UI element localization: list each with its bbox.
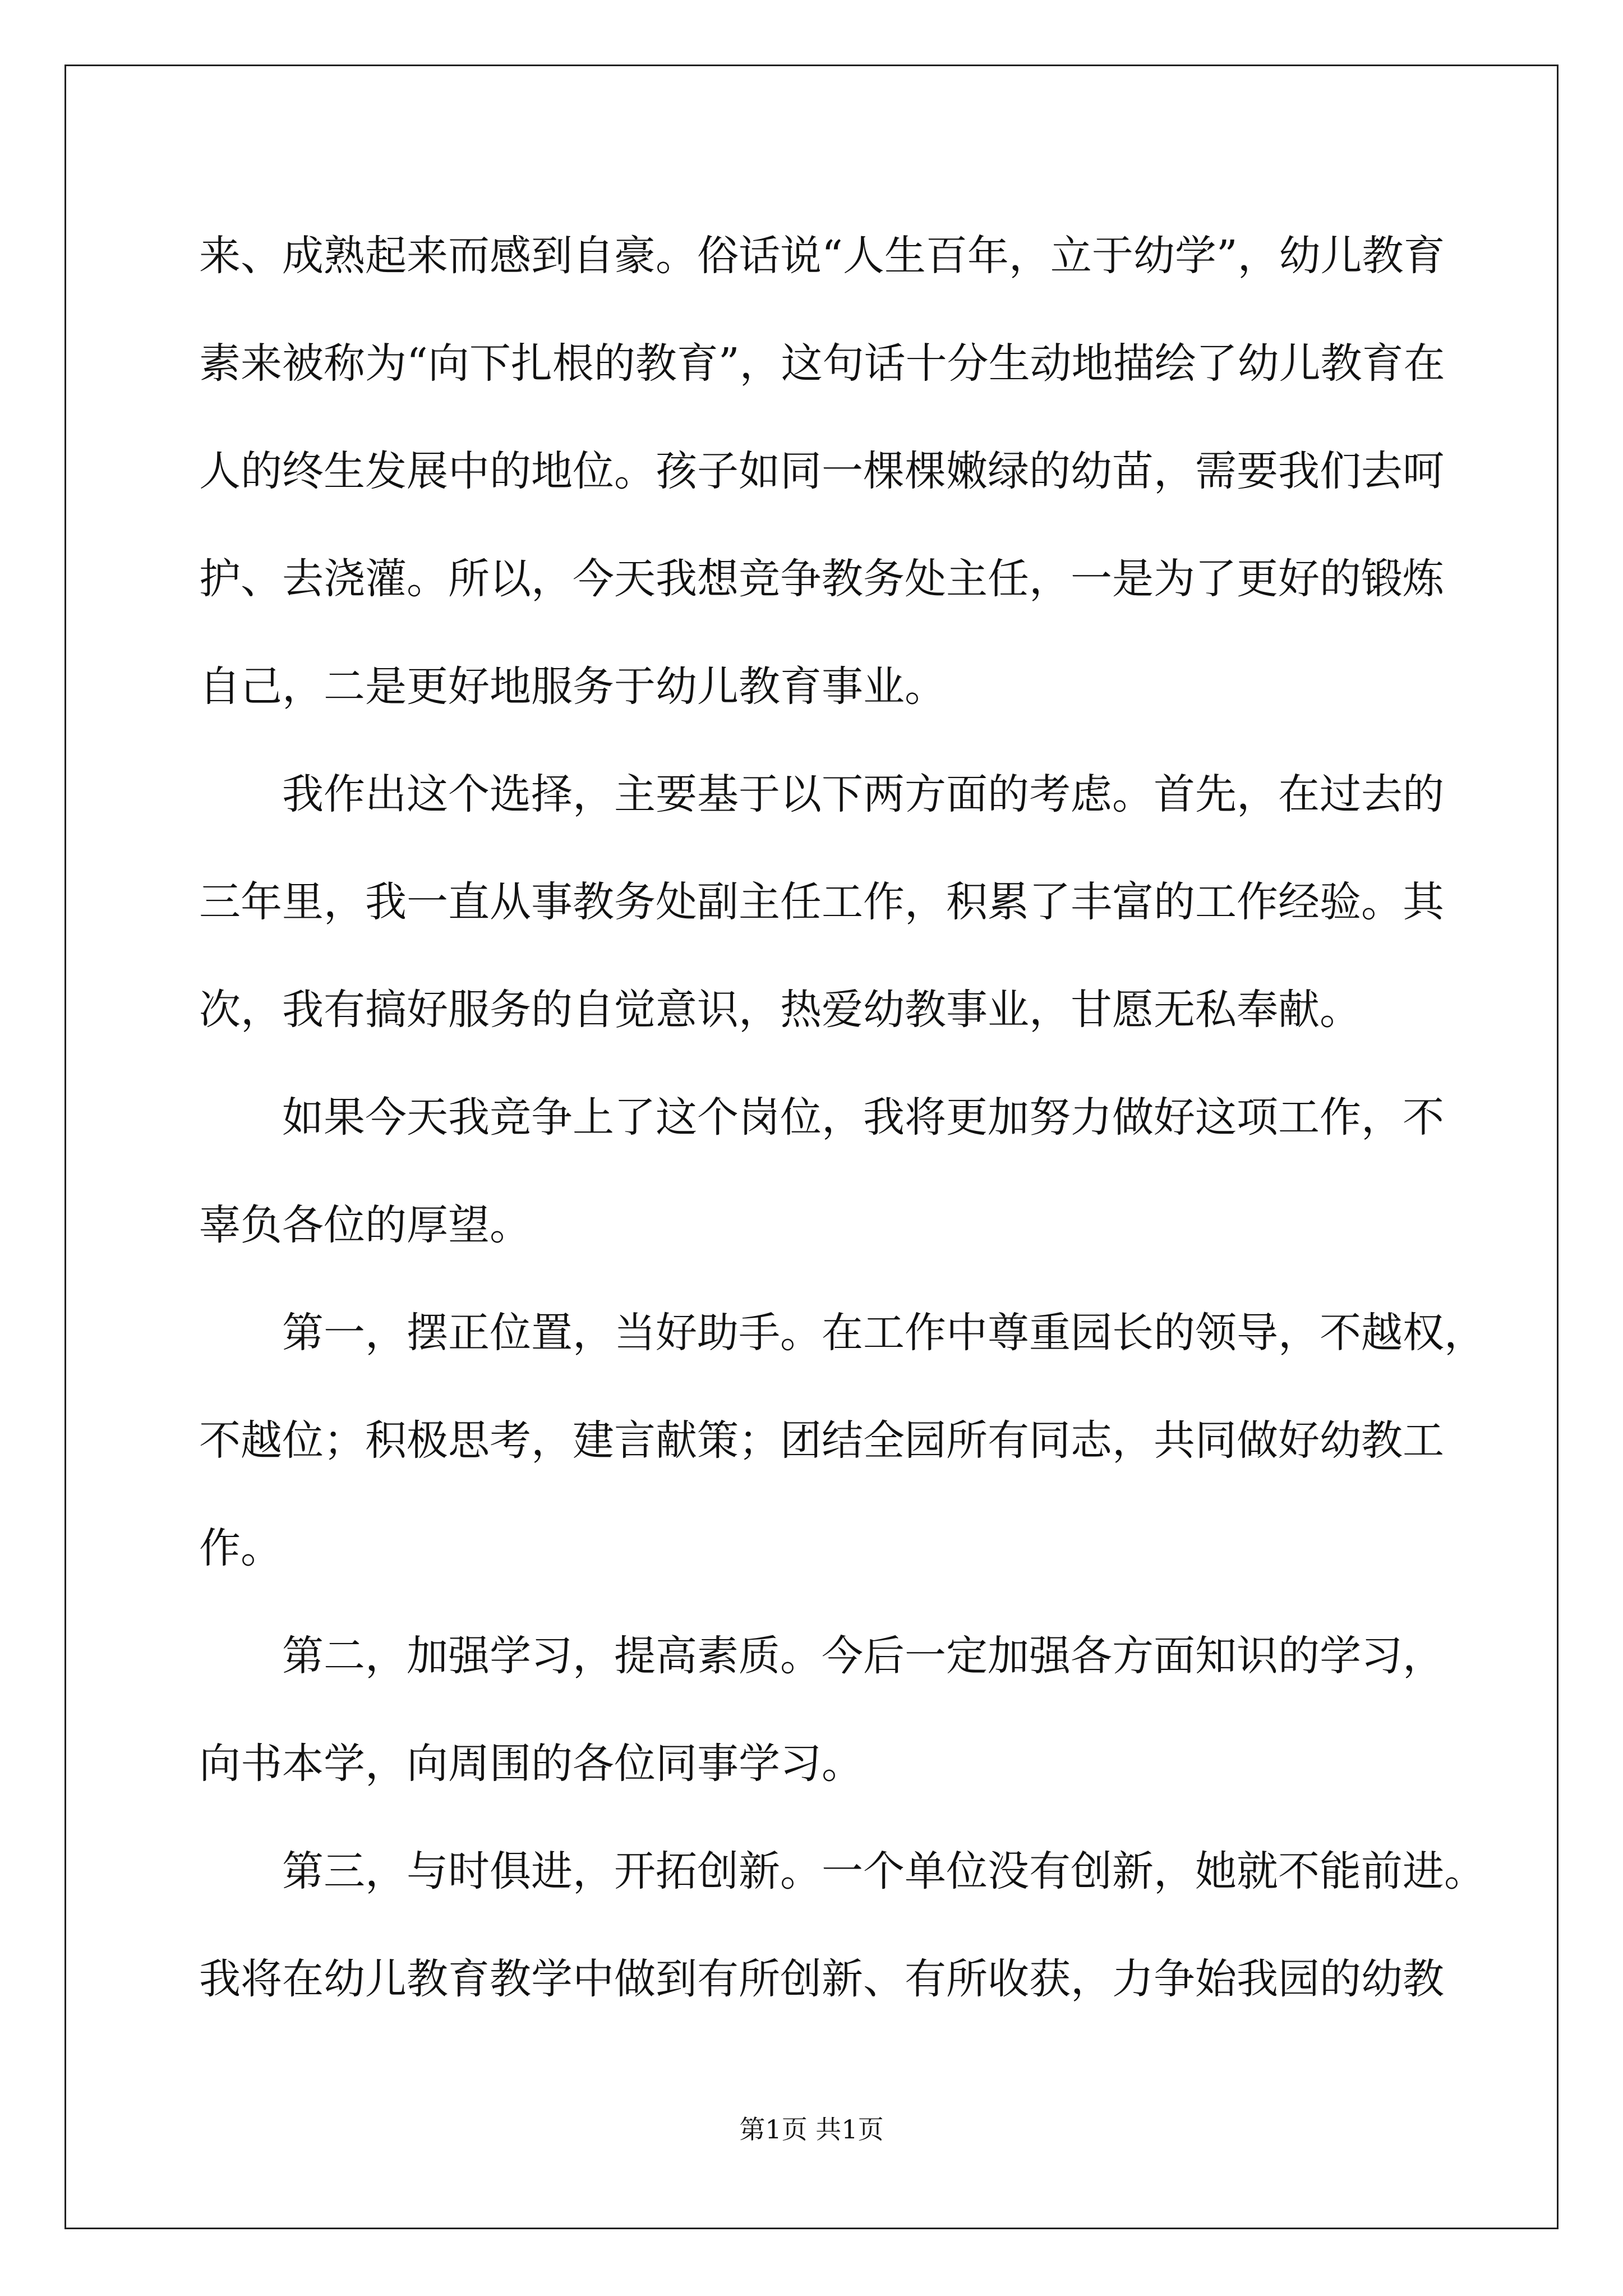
text-line: 自己，二是更好地服务于幼儿教育事业。 [199,662,946,711]
text-line: 素来被称为“向下扎根的教育”，这句话十分生动地描绘了幼儿教育在 [199,339,1445,388]
paragraph [199,202,1445,740]
paragraph [199,740,1444,1064]
text-line: 向书本学，向周围的各位同事学习。 [199,1740,863,1788]
text-line: 我作出这个选择，主要基于以下两方面的考虑。首先，在过去的 [282,770,1444,818]
text-line: 护、去浇灌。所以，今天我想竞争教务处主任，一是为了更好的锻炼 [199,555,1444,603]
page-number-footer: 第1页 共1页 [739,2114,884,2145]
text-line: 我将在幼儿教育教学中做到有所创新、有所收获，力争始我园的幼教 [199,1955,1444,2003]
text-line: 第二，加强学习，提高素质。今后一定加强各方面知识的学习， [282,1632,1444,1680]
text-line: 次，我有搞好服务的自觉意识，热爱幼教事业，甘愿无私奉献。 [199,986,1361,1034]
text-line: 作。 [199,1524,282,1572]
paragraph [199,1602,1444,1818]
text-line: 如果今天我竞争上了这个岗位，我将更加努力做好这项工作，不 [282,1093,1444,1142]
text-line: 辜负各位的厚望。 [199,1201,531,1249]
paragraph [199,1064,1444,1279]
paragraph [199,1279,1486,1602]
text-line: 人的终生发展中的地位。孩子如同一棵棵嫩绿的幼苗，需要我们去呵 [199,447,1444,495]
text-line: 第一，摆正位置，当好助手。在工作中尊重园长的领导，不越权， [282,1309,1486,1357]
document-body [199,202,1486,2033]
text-line: 来、成熟起来而感到自豪。俗话说“人生百年，立于幼学”，幼儿教育 [199,232,1445,280]
text-line: 不越位；积极思考，建言献策；团结全园所有同志，共同做好幼教工 [199,1416,1444,1465]
text-line: 第三，与时俱进，开拓创新。一个单位没有创新，她就不能前进。 [282,1847,1486,1895]
text-line: 三年里，我一直从事教务处副主任工作，积累了丰富的工作经验。其 [199,878,1444,926]
paragraph [199,1818,1486,2033]
